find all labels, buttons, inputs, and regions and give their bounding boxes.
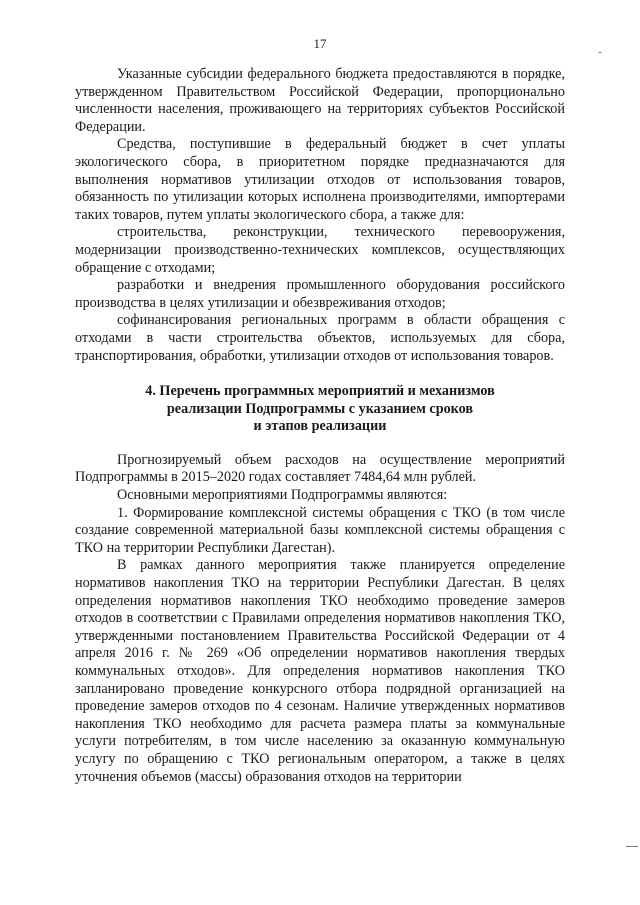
scan-mark <box>626 846 638 847</box>
list-item-construction: строительства, реконструкции, технического перевооружения, модернизации производственно-технических комплексов, осуществляющих обращение с отходами; <box>75 224 565 276</box>
section-heading <box>75 383 565 436</box>
page-content <box>75 66 565 786</box>
paragraph-expenses: Прогнозируемый объем расходов на осуществление мероприятий Подпрограммы в 2015–2020 годах составляет 7484,64 млн рублей. <box>75 451 565 486</box>
paragraph-activity-1: 1. Формирование комплексной системы обращения с ТКО (в том числе создание современной материальной базы комплексной системы обращения с ТКО на территории Республики Дагестан). <box>75 504 565 556</box>
paragraph-norms: В рамках данного мероприятия также планируется определение нормативов накопления ТКО на территории Республики Дагестан. В целях определения нормативов накопления ТКО необходимо проведение замеров отходов в соответствии с Правилами определения нормативов накопления ТКО, утвержденными постановлением Правительства Российской Федерации от 4 апреля 2016 г. № 269 «Об определении нормативов накопления твердых коммунальных отходов». Для определения нормативов накопления ТКО запланировано проведение конкурсного отбора подрядной организацией на проведение замеров отходов по 4 сезонам. Наличие утвержденных нормативов накопления ТКО необходимо для расчета размера платы за коммунальные услуги потребителям, в том числе населению за оказанную коммунальную услугу по обращению с ТКО региональным оператором, а также в целях уточнения объемов (массы) образования отходов на территории <box>75 557 565 785</box>
page-number: 17 <box>313 36 327 51</box>
paragraph-subsidies: Указанные субсидии федерального бюджета предоставляются в порядке, утвержденном Правительством Российской Федерации, пропорционально численности населения, проживающего на территориях субъектов Российской Федерации. <box>75 66 565 135</box>
section-heading-line-2: реализации Подпрограммы с указанием сроков <box>166 400 474 417</box>
paragraph-main-activities: Основными мероприятиями Подпрограммы являются: <box>117 487 448 504</box>
scan-mark <box>598 52 602 53</box>
list-item-cofinancing: софинансирования региональных программ в области обращения с отходами в части строительства объектов, используемых для сбора, транспортирования, обработки, утилизации отходов от использования товаров. <box>75 312 565 364</box>
section-heading-line-1: 4. Перечень программных мероприятий и механизмов <box>145 383 495 400</box>
section-heading-line-3: и этапов реализации <box>253 418 387 435</box>
list-item-equipment: разработки и внедрения промышленного оборудования российского производства в целях утилизации и обезвреживания отходов; <box>75 277 565 311</box>
paragraph-eco-fee: Средства, поступившие в федеральный бюджет в счет уплаты экологического сбора, в приоритетном порядке предназначаются для выполнения нормативов утилизации отходов от использования товаров, обязанность по утилизации которых исполнена производителями, импортерами таких товаров, путем уплаты экологического сбора, а также для: <box>75 136 565 223</box>
